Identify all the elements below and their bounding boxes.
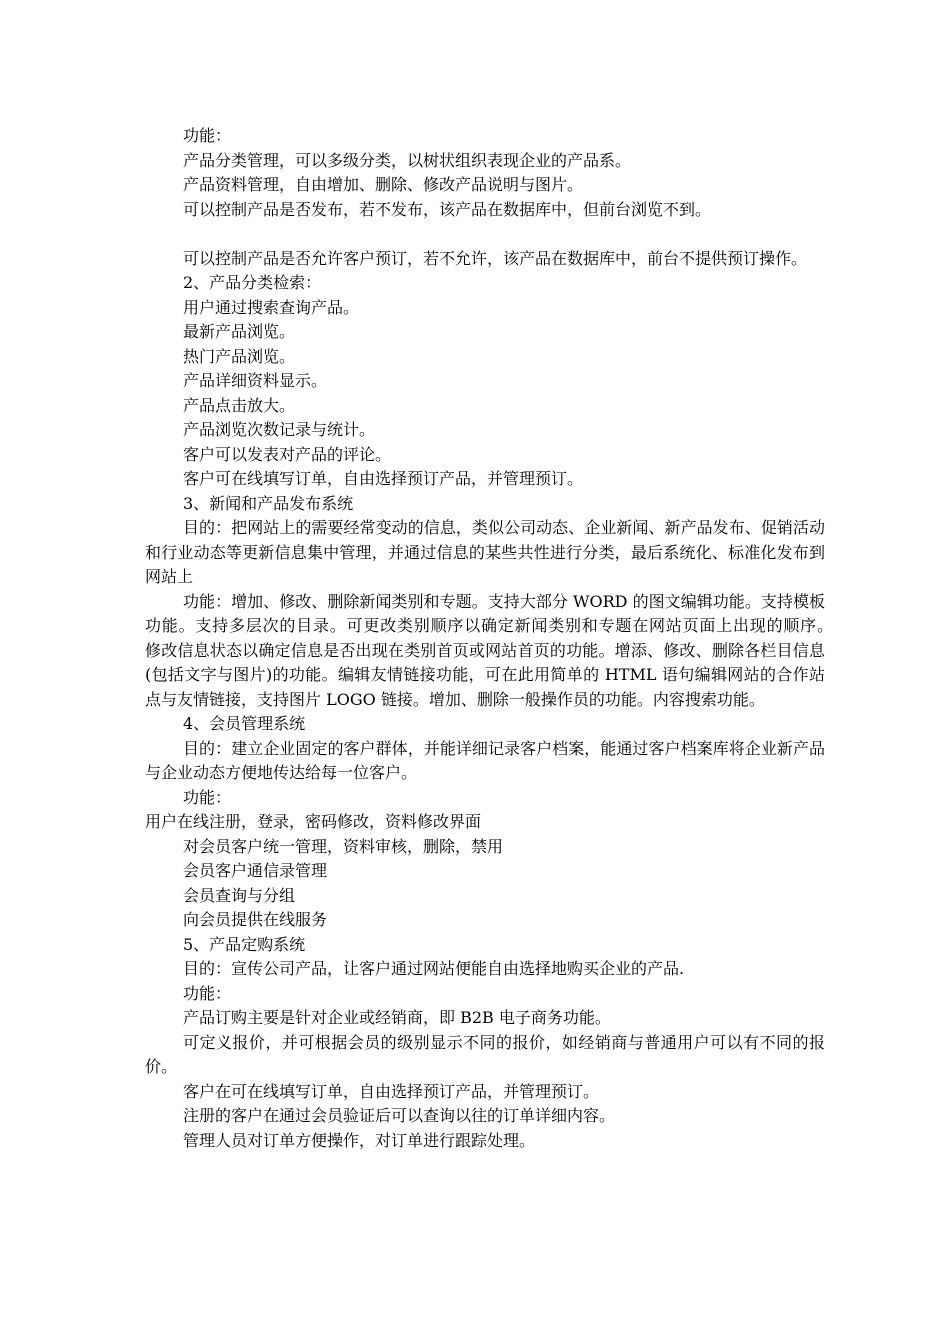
paragraph: 可以控制产品是否允许客户预订，若不允许，该产品在数据库中，前台不提供预订操作。 <box>183 248 808 268</box>
paragraph: 客户在可在线填写订单，自由选择预订产品，并管理预订。 <box>183 1081 600 1101</box>
paragraph: 管理人员对订单方便操作，对订单进行跟踪处理。 <box>183 1130 536 1150</box>
paragraph: 用户通过搜索查询产品。 <box>183 297 360 317</box>
document-body <box>145 124 858 1153</box>
section-heading: 5、产品定购系统 <box>183 934 306 954</box>
paragraph: 功能： <box>183 983 232 1003</box>
paragraph: 产品点击放大。 <box>183 395 296 415</box>
section-heading: 3、新闻和产品发布系统 <box>183 493 354 513</box>
paragraph: 功能：增加、修改、删除新闻类别和专题。支持大部分 WORD 的图文编辑功能。支持模板功能。支持多层次的目录。可更改类别顺序以确定新闻类别和专题在网站页面上出现的顺序。 修改信息状态以确定信息是否出现在类别首页或网站首页的功能。增添、修改、删除各栏目信息(包括文字与图片)的功能。编辑友情链接功能，可在此用简单的 HTML 语句编辑网站的合作站点与友情链接，支持图片 LOGO 链接。增加、删除一般操作员的功能。内容搜索功能。 <box>145 591 858 709</box>
paragraph: 可以控制产品是否发布，若不发布，该产品在数据库中，但前台浏览不到。 <box>183 199 712 219</box>
paragraph: 目的：把网站上的需要经常变动的信息，类似公司动态、企业新闻、新产品发布、促销活动和行业动态等更新信息集中管理，并通过信息的某些共性进行分类，最后系统化、标准化发布到网站上 <box>145 518 825 586</box>
paragraph: 用户在线注册，登录，密码修改，资料修改界面 <box>145 812 482 831</box>
paragraph: 功能： <box>183 787 232 807</box>
paragraph: 产品资料管理，自由增加、删除、修改产品说明与图片。 <box>183 175 584 194</box>
paragraph: 热门产品浏览。 <box>183 346 296 366</box>
paragraph: 目的：宣传公司产品，让客户通过网站便能自由选择地购买企业的产品. <box>183 959 685 978</box>
blank-line <box>145 222 825 247</box>
paragraph: 目的：建立企业固定的客户群体，并能详细记录客户档案，能通过客户档案库将企业新产品与企业动态方便地传达给每一位客户。 <box>145 738 825 782</box>
paragraph: 向会员提供在线服务 <box>183 910 328 929</box>
paragraph: 会员查询与分组 <box>183 885 296 905</box>
paragraph: 功能： <box>183 126 232 145</box>
section-heading: 2、产品分类检索： <box>183 273 322 292</box>
paragraph: 产品详细资料显示。 <box>183 371 328 390</box>
paragraph: 产品分类管理，可以多级分类，以树状组织表现企业的产品系。 <box>183 150 632 170</box>
paragraph: 会员客户通信录管理 <box>183 861 328 880</box>
paragraph: 客户可以发表对产品的评论。 <box>183 444 392 464</box>
paragraph: 注册的客户在通过会员验证后可以查询以往的订单详细内容。 <box>183 1106 616 1125</box>
paragraph: 可定义报价，并可根据会员的级别显示不同的报价，如经销商与普通用户可以有不同的报价。 <box>145 1032 825 1076</box>
paragraph: 最新产品浏览。 <box>183 322 296 341</box>
paragraph: 产品浏览次数记录与统计。 <box>183 420 376 439</box>
paragraph: 产品订购主要是针对企业或经销商，即 B2B 电子商务功能。 <box>183 1008 611 1027</box>
paragraph: 客户可在线填写订单，自由选择预订产品，并管理预订。 <box>183 469 584 488</box>
paragraph: 对会员客户统一管理，资料审核，删除，禁用 <box>183 836 504 856</box>
section-heading: 4、会员管理系统 <box>183 714 306 733</box>
